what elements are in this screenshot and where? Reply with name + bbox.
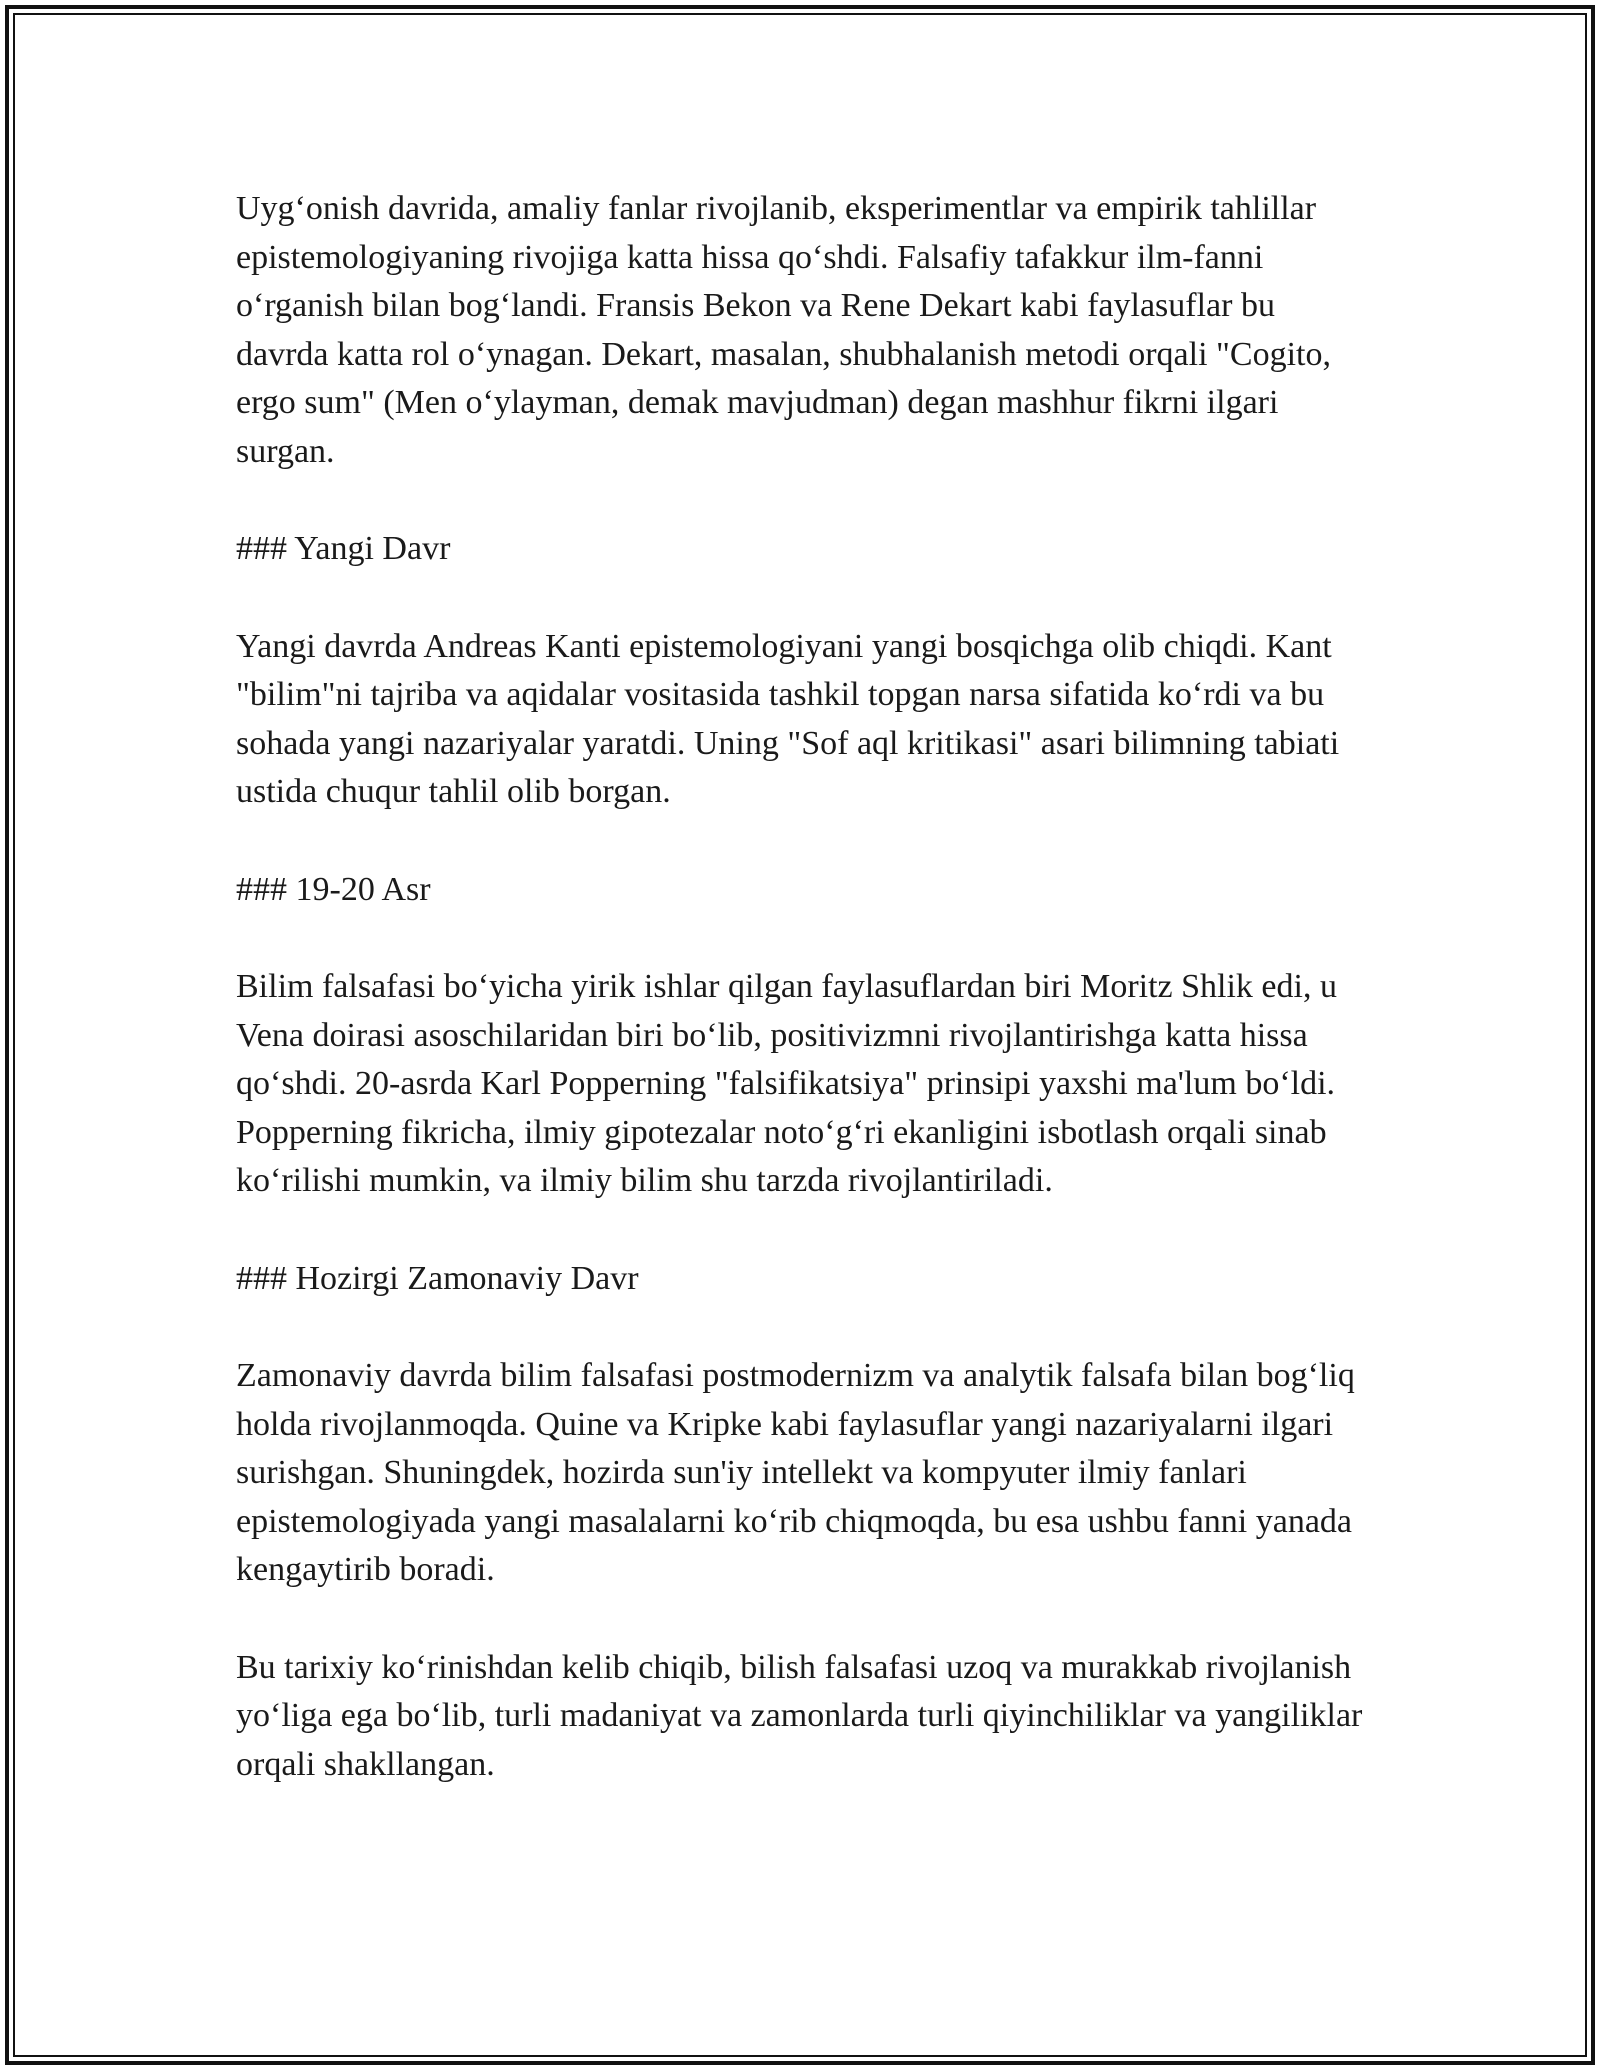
paragraph-renaissance: Uyg‘onish davrida, amaliy fanlar rivojlanib, eksperimentlar va empirik tahlillar epistemologiyaning rivojiga katta hissa qo‘shdi. Falsafiy tafakkur ilm-fanni o‘rganish bilan bog‘landi. Fransis Bekon va Rene Dekart kabi faylasuflar bu davrda katta rol o‘ynagan. Dekart, masalan, shubhalanish metodi orqali "Cogito, ergo sum" (Men o‘ylayman, demak mavjudman) degan mashhur fikrni ilgari surgan. bbox=[236, 190, 1331, 470]
heading-hozirgi-zamonaviy-davr: ### Hozirgi Zamonaviy Davr bbox=[236, 1259, 639, 1297]
document-body bbox=[236, 185, 1366, 1838]
heading-19-20-asr: ### 19-20 Asr bbox=[236, 870, 431, 908]
heading-yangi-davr: ### Yangi Davr bbox=[236, 530, 451, 567]
paragraph-kant: Yangi davrda Andreas Kanti epistemologiyani yangi bosqichga olib chiqdi. Kant "bilim"ni tajriba va aqidalar vositasida tashkil topgan narsa sifatida ko‘rdi va bu sohada yangi nazariyalar yaratdi. Uning "Sof aql kritikasi" asari bilimning tabiati ustida chuqur tahlil olib borgan. bbox=[236, 627, 1340, 810]
paragraph-modern: Zamonaviy davrda bilim falsafasi postmodernizm va analytik falsafa bilan bog‘liq holda rivojlanmoqda. Quine va Kripke kabi faylasuflar yangi nazariyalarni ilgari surishgan. Shuningdek, hozirda sun'iy intellekt va kompyuter ilmiy fanlari epistemologiyada yangi masalalarni ko‘rib chiqmoqda, bu esa ushbu fanni yanada kengaytirib boradi. bbox=[236, 1357, 1355, 1588]
paragraph-shlik-popper: Bilim falsafasi bo‘yicha yirik ishlar qilgan faylasuflardan biri Moritz Shlik edi, u Vena doirasi asoschilaridan biri bo‘lib, positivizmni rivojlantirishga katta hissa qo‘shdi. 20-asrda Karl Popperning "falsifikatsiya" prinsipi yaxshi ma'lum bo‘ldi. Popperning fikricha, ilmiy gipotezalar noto‘g‘ri ekanligini isbotlash orqali sinab ko‘rilishi mumkin, va ilmiy bilim shu tarzda rivojlantiriladi. bbox=[236, 968, 1337, 1199]
paragraph-conclusion: Bu tarixiy ko‘rinishdan kelib chiqib, bilish falsafasi uzoq va murakkab rivojlanish yo‘liga ega bo‘lib, turli madaniyat va zamonlarda turli qiyinchiliklar va yangiliklar orqali shakllangan. bbox=[236, 1648, 1363, 1783]
